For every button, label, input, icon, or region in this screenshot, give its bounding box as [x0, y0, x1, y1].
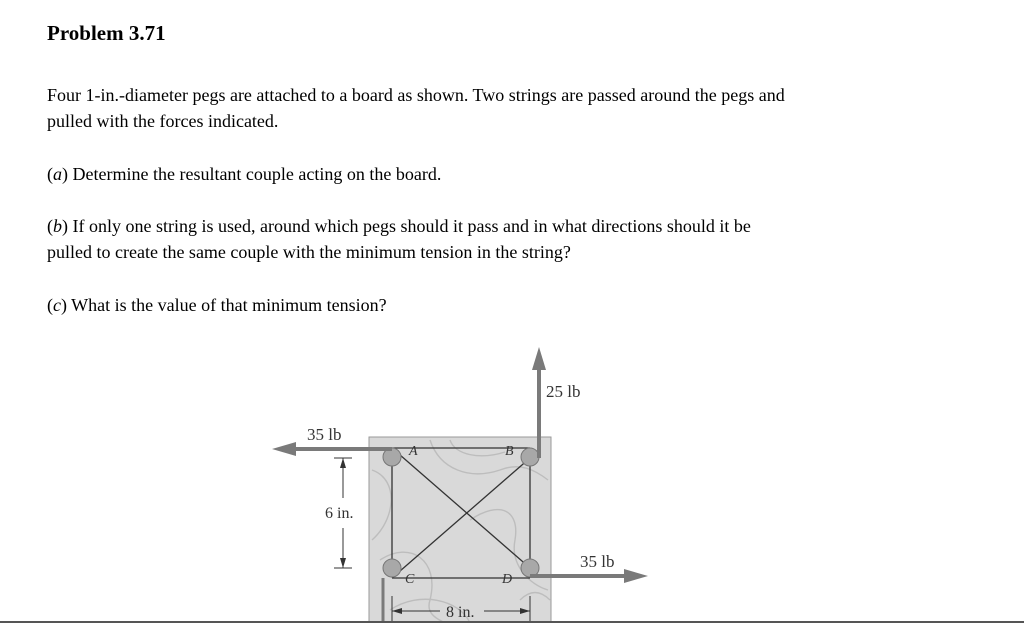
force-left-arrow-head [272, 442, 296, 456]
part-c-text: What is the value of that minimum tension? [67, 295, 387, 315]
peg-d-label: D [502, 572, 513, 587]
problem-title: Problem 3.71 [47, 21, 166, 45]
part-b-line-2: pulled to create the same couple with the minimum tension in the string? [47, 242, 571, 262]
peg-b-label: B [505, 444, 514, 459]
force-up-label: 25 lb [546, 382, 581, 401]
peg-a-label: A [409, 444, 418, 459]
force-up-arrow-head [532, 347, 546, 370]
force-right-arrow-head [624, 569, 648, 583]
force-left-label: 35 lb [307, 425, 342, 444]
dimension-vertical-label: 6 in. [325, 505, 354, 522]
part-b: (b) If only one string is used, around which pegs should it pass and in what directions should it be pulled to create the same couple with the minimum tension in the string? [47, 216, 751, 262]
part-c: (c) What is the value of that minimum tension? [47, 295, 387, 315]
part-a-label: a [53, 164, 62, 184]
peg-c [383, 559, 401, 577]
dimension-vertical-arrow-top [340, 458, 346, 468]
dimension-vertical-arrow-bottom [340, 558, 346, 568]
part-c-label: c [53, 295, 61, 315]
dimension-horizontal-label: 8 in. [446, 604, 475, 621]
force-right-label: 35 lb [580, 552, 615, 571]
part-a: (a) Determine the resultant couple acting on the board. [47, 164, 442, 184]
statement-line-2: pulled with the forces indicated. [47, 111, 279, 131]
part-b-label: b [53, 216, 62, 236]
part-b-line-1: If only one string is used, around which pegs should it pass and in what directions should it be [68, 216, 751, 236]
part-a-text: Determine the resultant couple acting on the board. [68, 164, 442, 184]
statement-line-1: Four 1-in.-diameter pegs are attached to a board as shown. Two strings are passed around the pegs and [47, 85, 785, 105]
peg-b [521, 448, 539, 466]
peg-c-label: C [405, 572, 415, 587]
